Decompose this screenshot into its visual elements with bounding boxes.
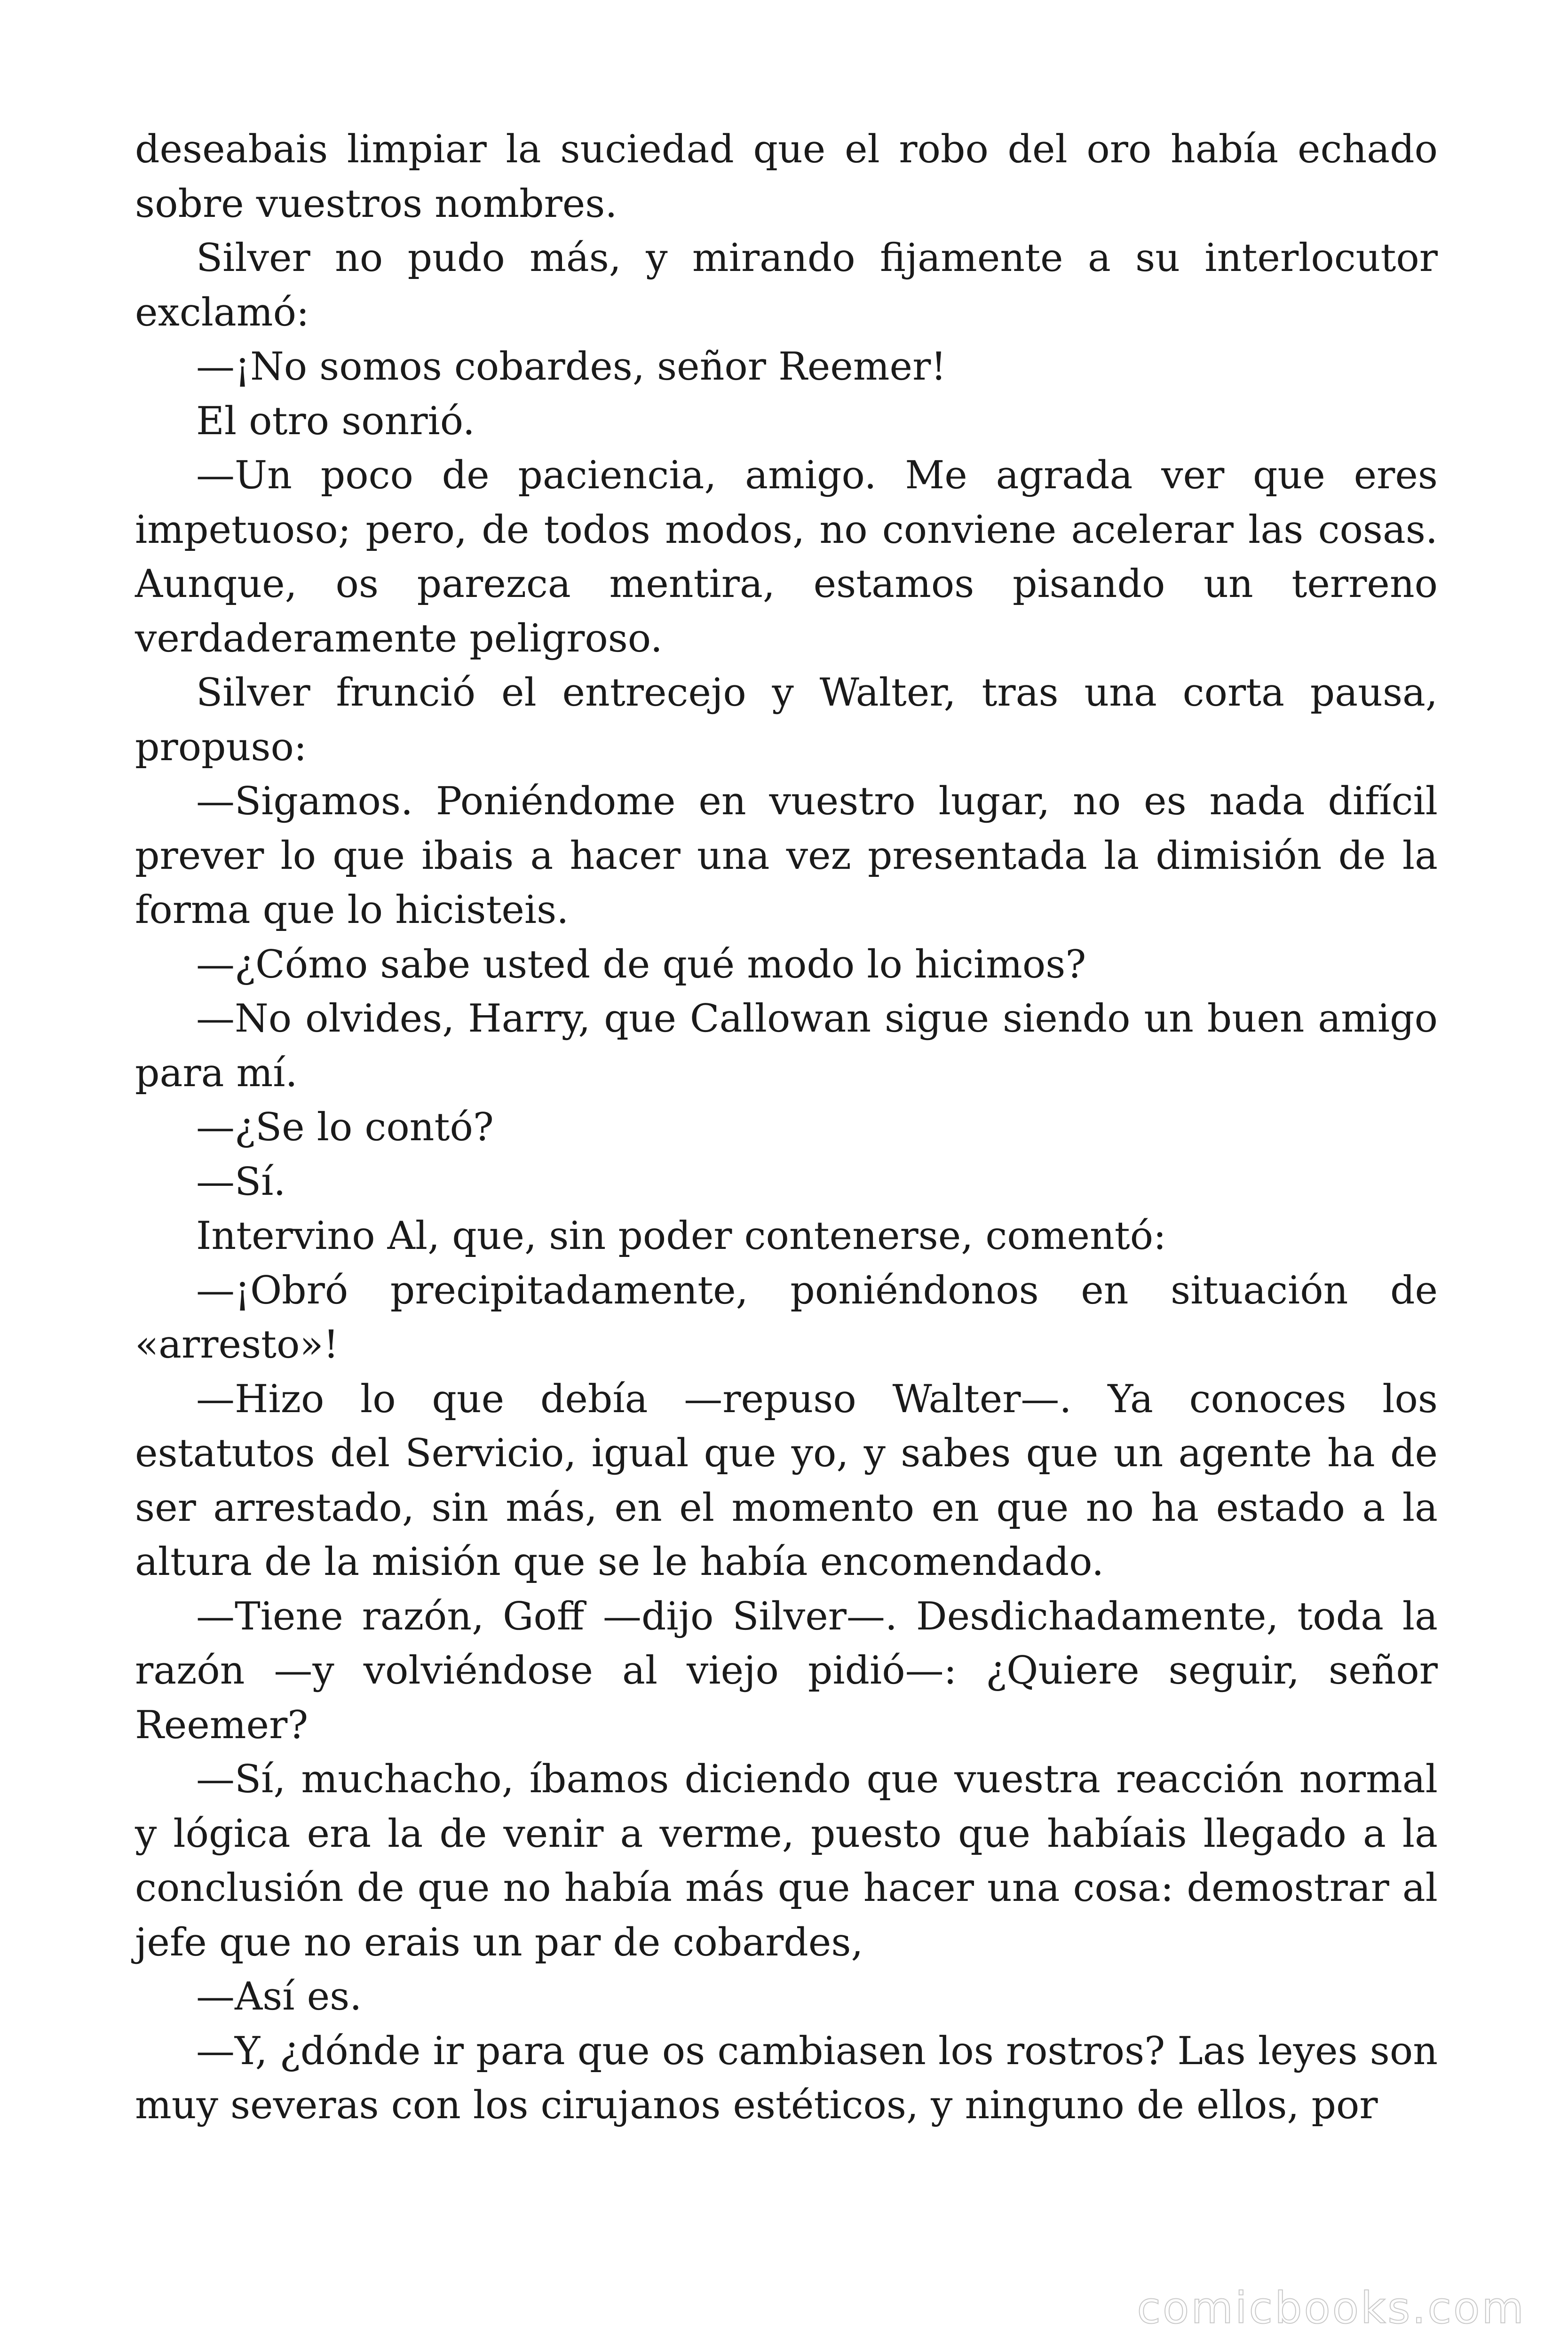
paragraph-9: —No olvides, Harry, que Callowan sigue siendo un buen amigo para mí. xyxy=(135,996,1438,1096)
paragraph-15: —Tiene razón, Goff —dijo Silver—. Desdichadamente, toda la razón —y volviéndose al viejo pidió—: ¿Quiere seguir, señor Reemer? xyxy=(135,1594,1438,1748)
paragraph-4: El otro sonrió. xyxy=(196,398,475,444)
paragraph-11: —Sí. xyxy=(196,1159,286,1204)
paragraph-16: —Sí, muchacho, íbamos diciendo que vuestra reacción normal y lógica era la de venir a verme, puesto que habíais llegado a la conclusión de que no había más que hacer una cosa: demostrar al jefe que no erais un par de cobardes, xyxy=(135,1757,1438,1965)
paragraph-14: —Hizo lo que debía —repuso Walter—. Ya conoces los estatutos del Servicio, igual que yo, y sabes que un agente ha de ser arrestado, sin más, en el momento en que no ha estado a la altura de la misión que se le había encomendado. xyxy=(135,1376,1438,1584)
paragraph-7: —Sigamos. Poniéndome en vuestro lugar, no es nada difícil prever lo que ibais a hacer una vez presentada la dimisión de la forma que lo hicisteis. xyxy=(135,779,1438,932)
paragraph-18: —Y, ¿dónde ir para que os cambiasen los rostros? Las leyes son muy severas con los cirujanos estéticos, y ninguno de ellos, por xyxy=(135,2028,1438,2128)
paragraph-5: —Un poco de paciencia, amigo. Me agrada ver que eres impetuoso; pero, de todos modos, no conviene acelerar las cosas. Aunque, os parezca mentira, estamos pisando un terreno verdaderamente peligroso. xyxy=(135,453,1438,661)
paragraph-8: —¿Cómo sabe usted de qué modo lo hicimos? xyxy=(196,942,1086,987)
paragraph-12: Intervino Al, que, sin poder contenerse, comentó: xyxy=(196,1214,1166,1258)
paragraph-13: —¡Obró precipitadamente, poniéndonos en situación de «arresto»! xyxy=(135,1268,1438,1367)
book-page-text xyxy=(135,122,1438,2133)
paragraph-3: —¡No somos cobardes, señor Reemer! xyxy=(196,344,947,389)
paragraph-6: Silver frunció el entrecejo y Walter, tras una corta pausa, propuso: xyxy=(135,670,1438,770)
paragraph-1: deseabais limpiar la suciedad que el robo del oro había echado sobre vuestros nombres. xyxy=(135,127,1438,226)
watermark: comicbooks.com xyxy=(1137,2283,1526,2333)
paragraph-10: —¿Se lo contó? xyxy=(196,1105,494,1150)
paragraph-17: —Así es. xyxy=(196,1974,362,2019)
paragraph-2: Silver no pudo más, y mirando fijamente a su interlocutor exclamó: xyxy=(135,236,1438,335)
